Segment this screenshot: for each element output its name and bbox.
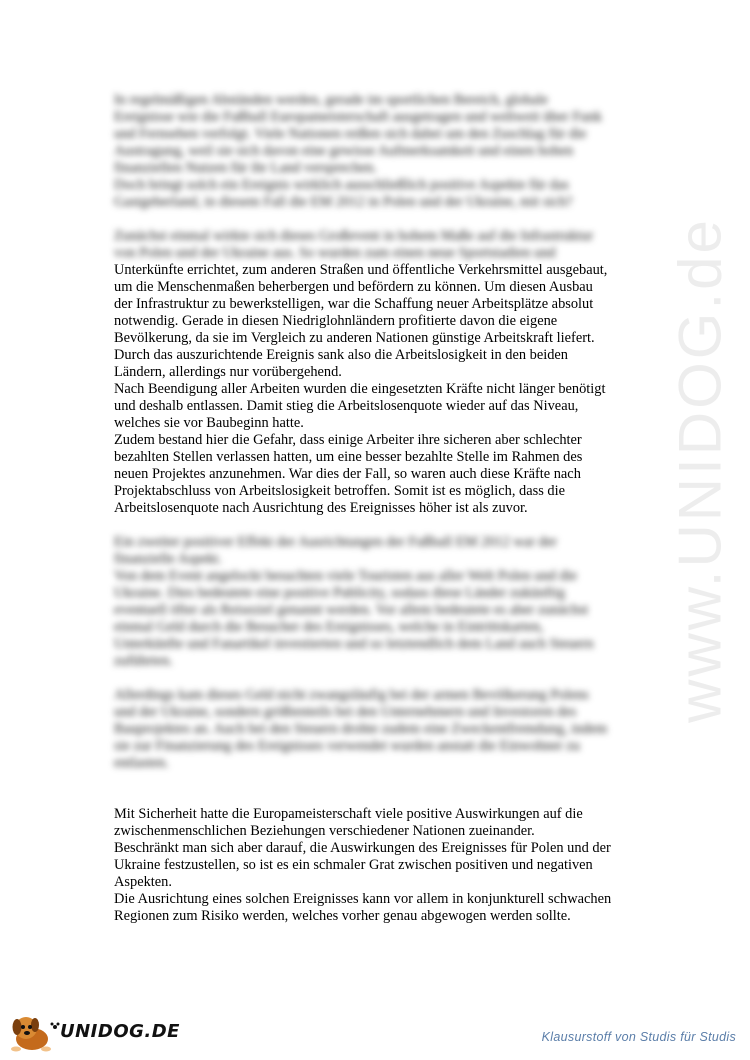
- document-body: [114, 92, 614, 925]
- paragraph-gap: [114, 789, 614, 806]
- paragraph-gap: [114, 670, 614, 687]
- logo-text: UNIDOG.DE: [60, 1021, 180, 1042]
- paragraph-gap: [114, 211, 614, 228]
- watermark: www.UNIDOG.de: [666, 217, 734, 723]
- paragraph-gap: [114, 517, 614, 534]
- paragraph-gap: [114, 772, 614, 789]
- footer-tagline: Klausurstoff von Studis für Studis: [541, 1030, 736, 1044]
- paragraph-infrastructure: Unterkünfte errichtet, zum anderen Straßen und öffentliche Verkehrsmittel ausgebaut, um die Menschenmaßen beherbergen und befördern zu können. Um diesen Ausbau der Infrastruktur zu bewerkstelligen, war die Schaffung neuer Arbeitsplätze absolut notwendig. Gerade in diesen Niedriglohnländern profitierte davon die eigene Bevölkerung, da sie im Vergleich zu anderen Nationen günstige Arbeitskraft liefert. Durch das auszurichtende Ereignis sank also die Arbeitslosigkeit in den beiden Ländern, allerdings nur vorübergehend. Nach Beendigung aller Arbeiten wurden die eingesetzten Kräfte nicht länger benötigt und deshalb entlassen. Damit stieg die Arbeitslosenquote wieder auf das Niveau, welches sie vor Baubeginn hatte. Zudem bestand hier die Gefahr, dass einige Arbeiter ihre sicheren aber schlechter bezahlten Stellen verlassen hatten, um eine besser bezahlte Stelle im Rahmen des neuen Projektes anzunehmen. War dies der Fall, so waren auch diese Kräfte nach Projektabschluss von Arbeitslosigkeit betroffen. Somit ist es möglich, dass die Arbeitslosenquote nach Ausrichtung des Ereignisses höher ist als zuvor.: [114, 262, 608, 516]
- paragraph-infrastructure-blurred: Zunächst einmal wirkte sich dieses Großevent in hohem Maße auf die Infrastruktur von Polen und der Ukraine aus. So wurden zum einen neue Sportstadien und: [114, 228, 594, 261]
- paragraph-intro-blurred: In regelmäßigen Abständen werden, gerade im sportlichen Bereich, globale Ereignisse wie die Fußball Europameisterschaft ausgetragen und weltweit über Funk und Fernsehen verfolgt. Viele Nationen reißen sich dabei um den Zuschlag für die Austragung, weil sie sich davon eine gewisse Aufmerksamkeit und einen hohen finanziellen Nutzen für ihr Land versprechen. Doch bringt solch ein Ereignis wirklich ausschließlich positive Aspekte für das Gastgeberland, in diesem Fall die EM 2012 in Polen und der Ukraine, mit sich?: [114, 92, 602, 210]
- paragraph-financial-blurred: Ein zweiter positiver Effekt der Ausrichtungen der Fußball EM 2012 war der finanzielle Aspekt. Von dem Event angelockt besuchten viele Touristen aus aller Welt Polen und die Ukraine. Dies bedeutete eine positive Publicity, sodass diese Länder zukünftig eventuell öfter als Reiseziel genannt werden. Vor allem bedeutete es aber zunächst einmal Geld durch die Besucher des Ereignisses, welche in Eintrittskarten, Unterkünfte und Fanartikel investierten und so letztendlich dem Land auch Steuern zuführten.: [114, 534, 594, 669]
- paragraph-money-blurred: Allerdings kam dieses Geld nicht zwangsläufig bei der armen Bevölkerung Polens und der Ukraine, sondern größtenteils bei den Unternehmern und Investoren des Bauprojektes an. Auch bei den Steuern drohte zudem eine Zweckentfremdung, indem sie zur Finanzierung des Ereignisses verwendet wurden anstatt die Einwohner zu entlasten.: [114, 687, 608, 771]
- unidog-logo: [8, 1012, 178, 1052]
- paragraph-conclusion: Mit Sicherheit hatte die Europameisterschaft viele positive Auswirkungen auf die zwischenmenschlichen Beziehungen verschiedener Nationen zueinander. Beschränkt man sich aber darauf, die Auswirkungen des Ereignisses für Polen und der Ukraine festzustellen, so ist es ein schmaler Grat zwischen positiven und negativen Aspekten. Die Ausrichtung eines solchen Ereignisses kann vor allem in konjunkturell schwachen Regionen zum Risiko werden, welches vorher genau abgewogen werden sollte.: [114, 806, 612, 924]
- dog-mascot-icon: [8, 1012, 60, 1052]
